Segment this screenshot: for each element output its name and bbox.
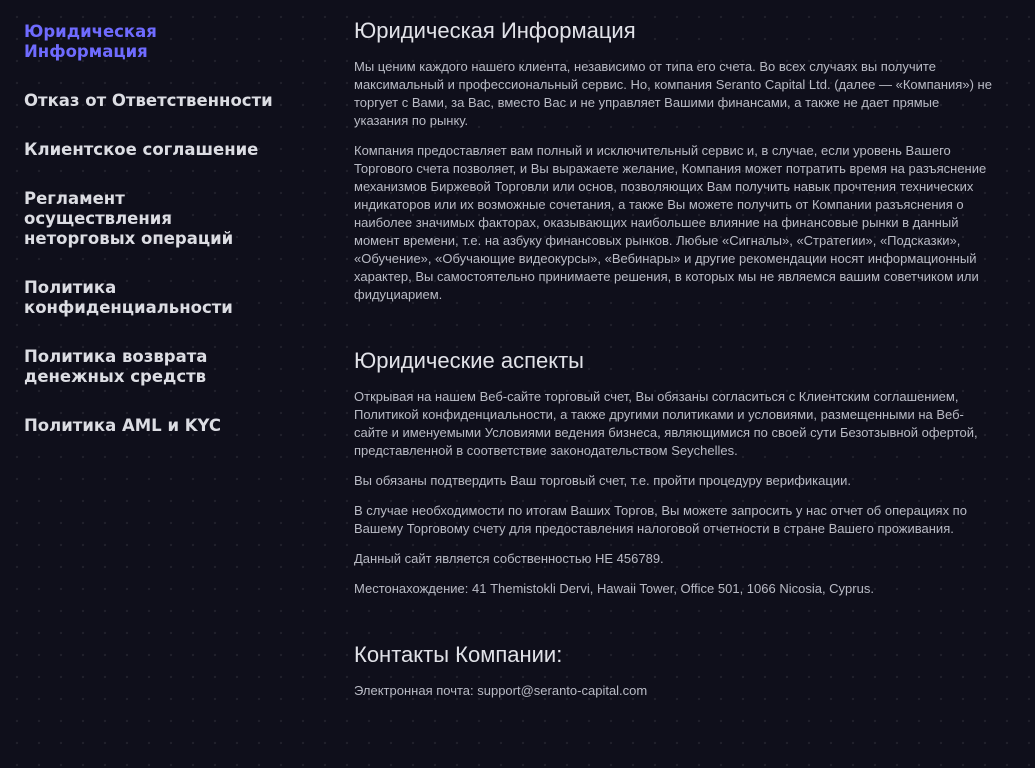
- legal-info-paragraph: Компания предоставляет вам полный и исключительный сервис и, в случае, если уровень Вашего Торгового счета позволяет, и Вы выражаете желание, Компания может потратить время на разъяснение механизмов Биржевой Торговли или основ, позволяющих Вам получить навык прочтения технических индикаторов или их возможные сочетания, а также Вы можете получить от Компании разъяснения о наиболее значимых факторах, оказывающих наибольшее влияние на финансовые рынки в данный момент времени, т.е. на азбуку финансовых рынков. Любые «Сигналы», «Стратегии», «Подсказки», «Обучение», «Обучающие видеокурсы», «Вебинары» и другие рекомендации носят информационный характер, Вы самостоятельно принимаете решения, в которых мы не являемся вашим советчиком или фидуциарием.: [354, 143, 987, 302]
- sidebar-item-non-trading-operations[interactable]: Регламент осуществления неторговых операций: [24, 189, 234, 248]
- ownership-text: Данный сайт является собственностью HE 456789.: [354, 551, 664, 566]
- contact-email: Электронная почта: support@seranto-capital.com: [354, 683, 648, 698]
- sidebar-item-legal-info[interactable]: Юридическая Информация: [24, 22, 157, 61]
- sidebar-item-privacy-policy[interactable]: Политика конфиденциальности: [24, 278, 233, 317]
- legal-aspects-paragraph: В случае необходимости по итогам Ваших Торгов, Вы можете запросить у нас отчет об операциях по Вашему Торговому счету для предоставления налоговой отчетности в стране Вашего проживания.: [354, 503, 967, 536]
- sidebar-item-disclaimer[interactable]: Отказ от Ответственности: [24, 91, 273, 110]
- contacts-title: Контакты Компании:: [354, 642, 563, 667]
- legal-info-section: [354, 18, 994, 304]
- location-text: Местонахождение: 41 Themistokli Dervi, Hawaii Tower, Office 501, 1066 Nicosia, Cyprus.: [354, 581, 874, 596]
- contacts-section: [354, 642, 994, 700]
- main-content: [354, 18, 994, 744]
- legal-info-title: Юридическая Информация: [354, 18, 636, 43]
- sidebar-item-refund-policy[interactable]: Политика возврата денежных средств: [24, 347, 208, 386]
- legal-aspects-paragraph: Вы обязаны подтвердить Ваш торговый счет, т.е. пройти процедуру верификации.: [354, 473, 851, 488]
- sidebar-item-client-agreement[interactable]: Клиентское соглашение: [24, 140, 259, 159]
- legal-aspects-title: Юридические аспекты: [354, 348, 584, 373]
- legal-aspects-section: [354, 348, 994, 598]
- sidebar-nav: [24, 22, 324, 465]
- legal-aspects-paragraph: Открывая на нашем Веб-сайте торговый счет, Вы обязаны согласиться с Клиентским соглашением, Политикой конфиденциальности, а также другими политиками и условиями, размещенными на Веб-сайте и именуемыми Условиями ведения бизнеса, являющимися по своей сути Безотзывной офертой, представленной в соответствие законодательством Seychelles.: [354, 389, 978, 458]
- sidebar-item-aml-kyc[interactable]: Политика AML и KYC: [24, 416, 222, 435]
- legal-info-paragraph: Мы ценим каждого нашего клиента, независимо от типа его счета. Во всех случаях вы получите максимальный и профессиональный сервис. Но, компания Seranto Capital Ltd. (далее — «Компания») не торгует с Вами, за Вас, вместо Вас и не управляет Вашими финансами, а также не дает прямые указания по рынку.: [354, 59, 992, 128]
